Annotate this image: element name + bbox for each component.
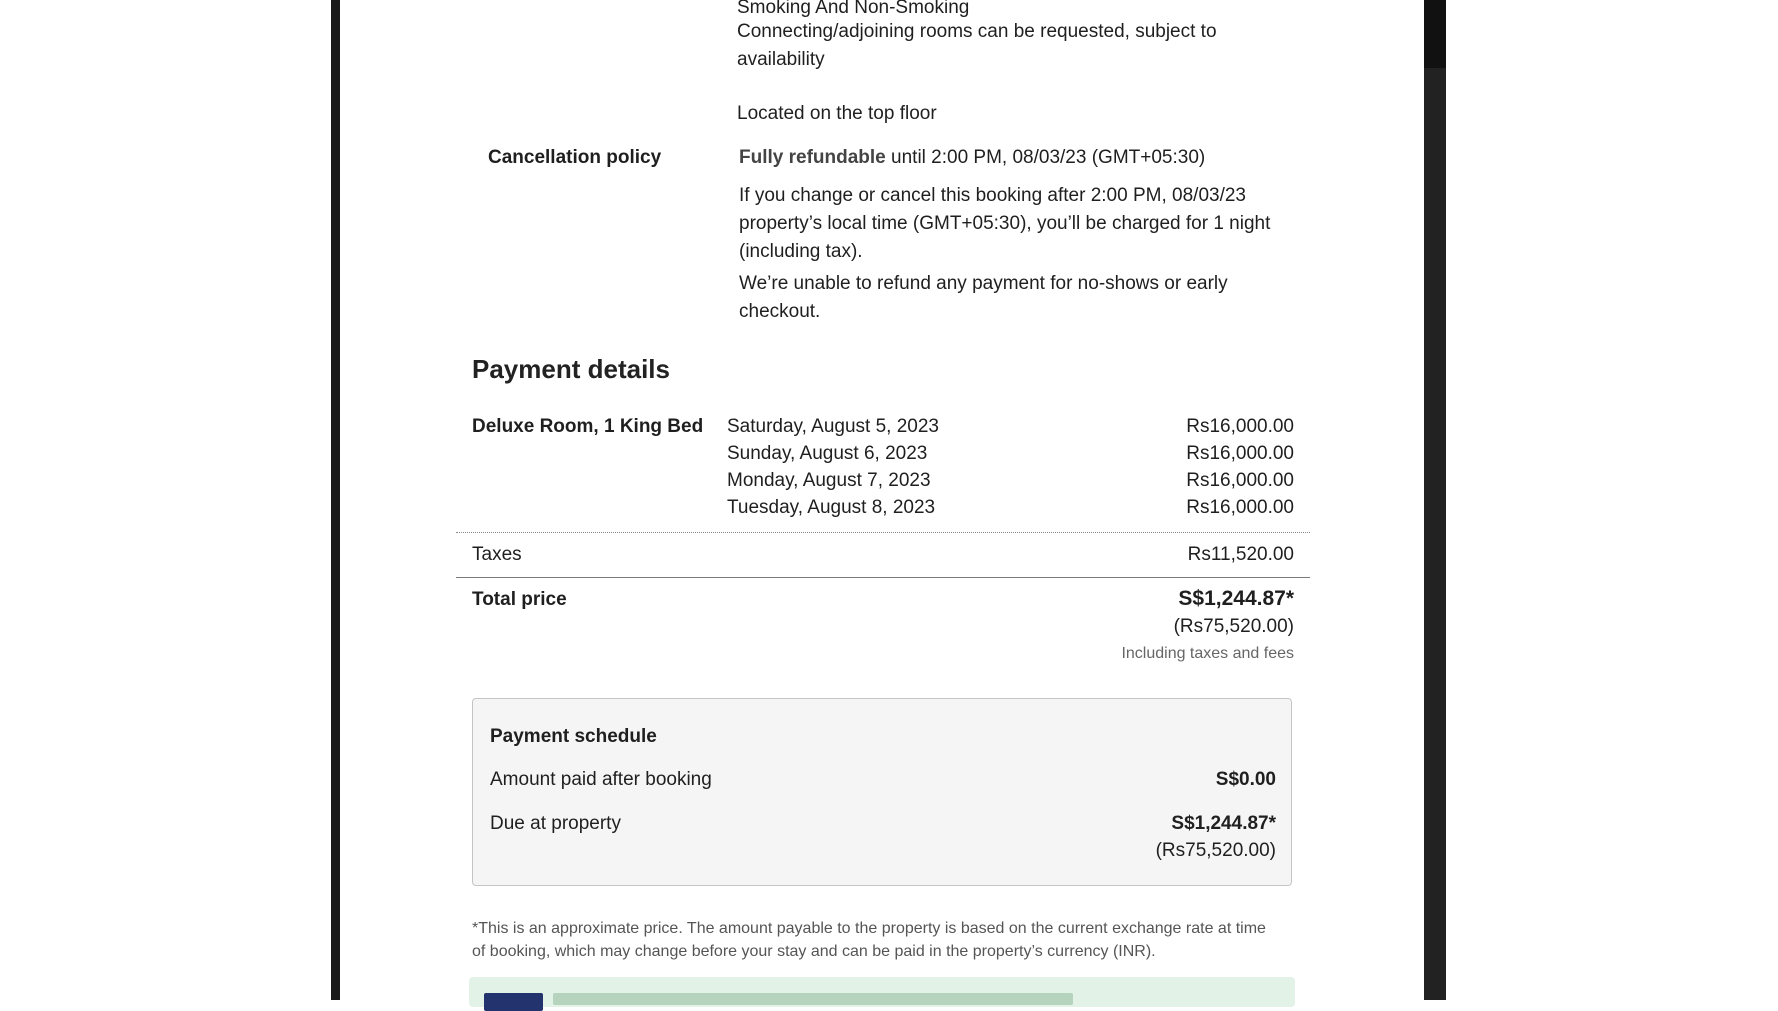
taxes-label: Taxes bbox=[472, 544, 522, 565]
payment-schedule-box bbox=[472, 698, 1292, 886]
due-at-property-sgd: S$1,244.87* bbox=[1171, 813, 1276, 834]
amount-paid-value: S$0.00 bbox=[1215, 769, 1276, 790]
left-frame-edge bbox=[331, 0, 340, 1000]
divider-solid bbox=[456, 577, 1310, 578]
noshow-policy-line: We’re unable to refund any payment for no-shows or early bbox=[739, 273, 1228, 294]
fully-refundable-text: Fully refundable bbox=[739, 147, 886, 168]
payment-details-heading: Payment details bbox=[472, 354, 670, 384]
right-frame-edge bbox=[1424, 0, 1446, 1000]
due-at-property-inr: (Rs75,520.00) bbox=[1155, 840, 1276, 861]
footnote-line: *This is an approximate price. The amount payable to the property is based on the current exchange rate at time bbox=[472, 920, 1266, 937]
banner-text-cropped bbox=[553, 993, 1073, 1005]
divider-dotted bbox=[456, 532, 1310, 533]
room-smoking-text: Smoking And Non-Smoking bbox=[737, 0, 970, 18]
due-at-property-label: Due at property bbox=[490, 813, 621, 834]
room-name: Deluxe Room, 1 King Bed bbox=[472, 416, 704, 437]
night-date: Tuesday, August 8, 2023 bbox=[727, 497, 936, 518]
night-amount: Rs16,000.00 bbox=[1186, 416, 1294, 437]
refund-status bbox=[739, 144, 1205, 172]
document-page bbox=[340, 0, 1424, 1000]
amount-paid-label: Amount paid after booking bbox=[490, 769, 712, 790]
total-price-note: Including taxes and fees bbox=[1121, 645, 1294, 662]
night-amount: Rs16,000.00 bbox=[1186, 443, 1294, 464]
room-connecting-text-cont: availability bbox=[737, 49, 825, 70]
taxes-amount: Rs11,520.00 bbox=[1187, 544, 1294, 565]
total-price-label: Total price bbox=[472, 589, 567, 610]
footnote-line: of booking, which may change before your stay and can be paid in the property’s currency (INR). bbox=[472, 943, 1156, 960]
room-connecting-text: Connecting/adjoining rooms can be requested, subject to bbox=[737, 21, 1217, 42]
change-policy-line: If you change or cancel this booking after 2:00 PM, 08/03/23 bbox=[739, 185, 1246, 206]
night-amount: Rs16,000.00 bbox=[1186, 497, 1294, 518]
change-policy-line: property’s local time (GMT+05:30), you’ll be charged for 1 night bbox=[739, 213, 1271, 234]
room-location-text: Located on the top floor bbox=[737, 103, 937, 124]
night-amount: Rs16,000.00 bbox=[1186, 470, 1294, 491]
noshow-policy-line: checkout. bbox=[739, 301, 821, 322]
night-date: Sunday, August 6, 2023 bbox=[727, 443, 928, 464]
total-price-sgd: S$1,244.87* bbox=[1178, 587, 1294, 610]
refund-deadline-text: until 2:00 PM, 08/03/23 (GMT+05:30) bbox=[891, 147, 1206, 168]
payment-schedule-title: Payment schedule bbox=[490, 726, 657, 747]
cancellation-policy-label: Cancellation policy bbox=[488, 147, 662, 168]
night-date: Monday, August 7, 2023 bbox=[727, 470, 931, 491]
total-price-inr: (Rs75,520.00) bbox=[1173, 616, 1294, 637]
change-policy-line: (including tax). bbox=[739, 241, 863, 262]
card-logo-icon bbox=[484, 993, 543, 1011]
night-date: Saturday, August 5, 2023 bbox=[727, 416, 939, 437]
promo-banner bbox=[469, 977, 1295, 1007]
